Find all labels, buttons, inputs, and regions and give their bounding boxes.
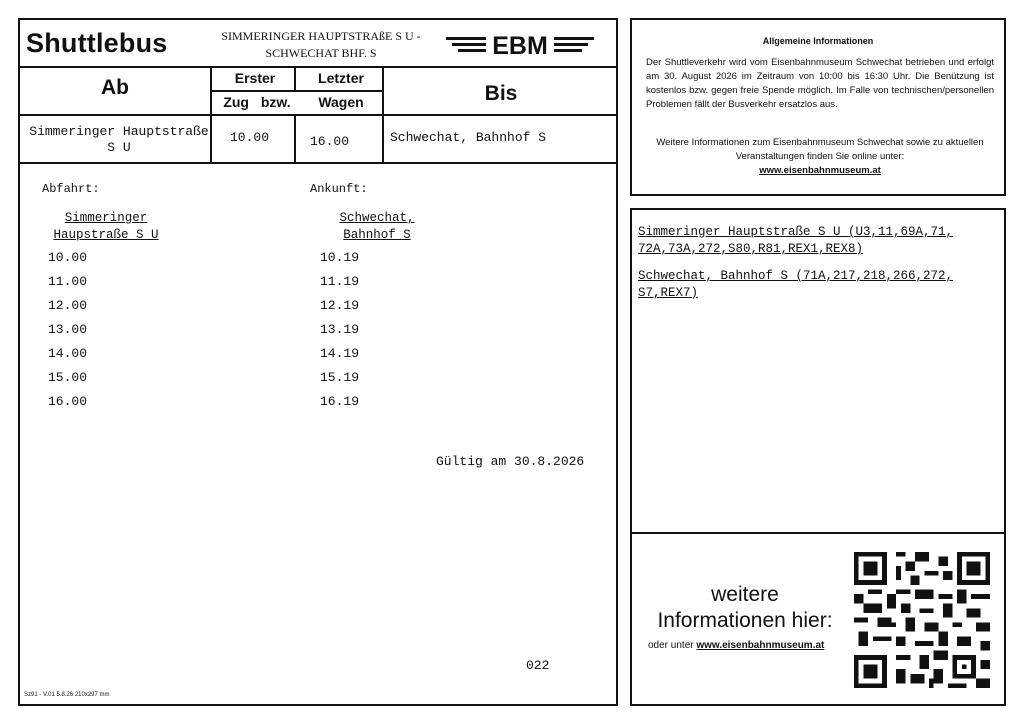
- info-more: [646, 136, 994, 178]
- departure-stop: [46, 210, 166, 244]
- departure-time: 10.00: [48, 250, 88, 265]
- route-title: [206, 28, 436, 62]
- qr-link[interactable]: www.eisenbahnmuseum.at: [696, 640, 825, 651]
- departure-stop-line-1: Simmeringer: [64, 211, 148, 225]
- arrival-time: 10.19: [320, 250, 360, 265]
- arrival-stop: [332, 210, 422, 244]
- qr-panel: [630, 532, 1006, 706]
- info-body: Der Shuttleverkehr wird vom Eisenbahnmuseum Schwechat betrieben und erfolgt am 30. August 2026 im Zeitraum von 10:00 bis 16:30 Uhr. Die Benützung ist kostenlos bzw. gegen freie Spende möglich. Im Falle von technischen/personellen Problemen fällt der Busverkehr ersatzlos aus.: [646, 57, 994, 110]
- zug-header: Zug bzw.: [223, 94, 291, 110]
- info-title: Allgemeine Informationen: [762, 36, 874, 46]
- page-title: Shuttlebus: [26, 28, 168, 58]
- qr-headline-line-1: weitere: [711, 583, 779, 606]
- arrival-time: 13.19: [320, 322, 360, 337]
- arrival-stop-line-2: Bahnhof S: [343, 228, 411, 242]
- last-departure: 16.00: [310, 134, 350, 149]
- departure-time: 13.00: [48, 322, 88, 337]
- departure-time: 16.00: [48, 394, 88, 409]
- arrival-time: 12.19: [320, 298, 360, 313]
- arrival-time: 15.19: [320, 370, 360, 385]
- timetable-panel: [18, 18, 618, 706]
- qr-headline-line-2: Informationen hier:: [657, 609, 833, 632]
- arrival-stop-line-1: Schwechat,: [339, 211, 415, 225]
- arrival-label: Ankunft:: [310, 182, 368, 196]
- departure-time: 11.00: [48, 274, 88, 289]
- qr-subline: [648, 640, 824, 651]
- validity-note: Gültig am 30.8.2026: [436, 454, 585, 469]
- last-header: Letzter: [318, 70, 364, 86]
- arrival-time: 16.19: [320, 394, 360, 409]
- connection-line-2: Schwechat, Bahnhof S (71A,217,218,266,272, S7,REX7): [638, 269, 954, 300]
- wagen-header: Wagen: [318, 94, 364, 110]
- departure-time: 12.00: [48, 298, 88, 313]
- route-line-2: SCHWECHAT BHF. S: [265, 46, 377, 60]
- info-link[interactable]: www.eisenbahnmuseum.at: [759, 165, 881, 176]
- ebm-logo: [444, 30, 604, 60]
- first-header: Erster: [234, 70, 276, 86]
- qr-headline: [646, 582, 844, 634]
- from-stop: [24, 124, 214, 156]
- departure-label: Abfahrt:: [42, 182, 100, 196]
- arrival-time: 14.19: [320, 346, 360, 361]
- qr-sub-prefix: oder unter: [648, 640, 694, 651]
- arrival-time: 11.19: [320, 274, 360, 289]
- departure-stop-line-2: Haupstraße S U: [53, 228, 159, 242]
- to-stop: Schwechat, Bahnhof S: [390, 130, 547, 145]
- departure-time: 14.00: [48, 346, 88, 361]
- logo-text: EBM: [492, 32, 548, 60]
- connections-panel: [630, 208, 1006, 534]
- from-stop-line-1: Simmeringer Hauptstraße: [29, 124, 209, 139]
- from-stop-line-2: S U: [107, 140, 131, 155]
- route-line-1: SIMMERINGER HAUPTSTRAßE S U -: [221, 29, 421, 43]
- connection-line-1: Simmeringer Hauptstraße S U (U3,11,69A,71, 72A,73A,272,S80,R81,REX1,REX8): [638, 225, 954, 256]
- departure-time: 15.00: [48, 370, 88, 385]
- qr-code-icon[interactable]: [854, 552, 990, 688]
- info-panel: [630, 18, 1006, 196]
- from-header: Ab: [101, 76, 129, 99]
- to-header: Bis: [484, 82, 518, 105]
- page-number: 022: [526, 658, 550, 673]
- footer-code: Sz91 - V.01 5.8.26 210x297 mm: [24, 692, 110, 698]
- info-more-text: Weitere Informationen zum Eisenbahnmuseum Schwechat sowie zu aktuellen Veranstaltungen finden Sie online unter:: [656, 137, 984, 162]
- first-departure: 10.00: [230, 130, 270, 145]
